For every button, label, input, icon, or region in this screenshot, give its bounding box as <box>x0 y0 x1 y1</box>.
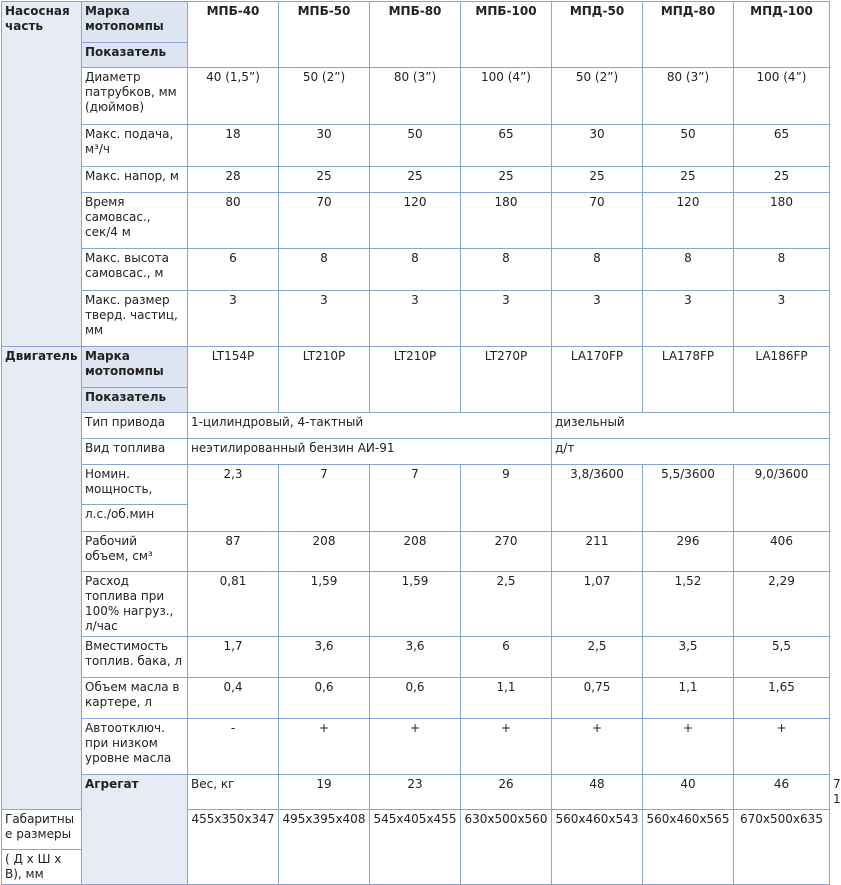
cell: 80 (3”) <box>643 68 734 125</box>
cell: 25 <box>370 167 461 193</box>
row-label: Объем масла в картере, л <box>82 678 188 719</box>
cell: + <box>279 719 370 775</box>
cell: + <box>552 719 643 775</box>
fuel-type-row <box>2 439 830 465</box>
cell: 560x460x565 <box>643 810 734 885</box>
engine-model: LT210P <box>370 347 461 413</box>
cell: 26 <box>461 775 552 810</box>
cell: 8 <box>552 249 643 291</box>
row-label: Диаметр патрубков, мм (дюймов) <box>82 68 188 125</box>
cell: 2,5 <box>552 637 643 678</box>
table-row <box>2 125 830 167</box>
cell: 630x500x560 <box>461 810 552 885</box>
cell: 6 <box>188 249 279 291</box>
cell: 3 <box>188 291 279 347</box>
cell: 40 (1,5”) <box>188 68 279 125</box>
table-row <box>2 291 830 347</box>
cell: 120 <box>370 193 461 249</box>
cell: 65 <box>461 125 552 167</box>
cell: 50 (2”) <box>279 68 370 125</box>
row-label: Макс. высота самовсас., м <box>82 249 188 291</box>
row-label: ( Д х Ш х В), мм <box>2 850 82 885</box>
cell: 25 <box>552 167 643 193</box>
col-header: МПБ-80 <box>370 2 461 68</box>
cell: 8 <box>370 249 461 291</box>
cell: 7 <box>279 465 370 532</box>
cell: 180 <box>461 193 552 249</box>
engine-model: LA186FP <box>734 347 830 413</box>
cell: 1,59 <box>370 572 461 637</box>
cell: 120 <box>643 193 734 249</box>
spec-table-body <box>2 2 841 885</box>
cell: 100 (4”) <box>734 68 830 125</box>
cell: 46 <box>734 775 830 810</box>
table-row <box>2 193 830 249</box>
cell: 30 <box>279 125 370 167</box>
cell: 495x395x408 <box>279 810 370 885</box>
cell: 208 <box>370 532 461 572</box>
cell: 1,1 <box>643 678 734 719</box>
table-row <box>2 637 830 678</box>
cell: 8 <box>643 249 734 291</box>
cell: 70 <box>279 193 370 249</box>
cell: 3,6 <box>279 637 370 678</box>
cell: 1,65 <box>734 678 830 719</box>
cell: 30 <box>552 125 643 167</box>
brand-label: Марка мотопомпы <box>82 347 188 388</box>
engine-header-row <box>2 347 830 388</box>
cell: 0,6 <box>370 678 461 719</box>
row-label: Вид топлива <box>82 439 188 465</box>
row-label: Расход топлива при 100% нагруз., л/час <box>82 572 188 637</box>
cell: 23 <box>370 775 461 810</box>
cell: + <box>734 719 830 775</box>
col-header: МПД-80 <box>643 2 734 68</box>
fuel-petrol: неэтилированный бензин АИ-91 <box>188 439 552 465</box>
cell: 8 <box>279 249 370 291</box>
cell: 8 <box>734 249 830 291</box>
power-row <box>2 465 830 505</box>
drive-petrol: 1-цилиндровый, 4-тактный <box>188 413 552 439</box>
cell: 0,75 <box>552 678 643 719</box>
row-label: Тип привода <box>82 413 188 439</box>
row-label: Вместимость топлив. бака, л <box>82 637 188 678</box>
cell: 87 <box>188 532 279 572</box>
engine-model: LT210P <box>279 347 370 413</box>
section-pump: Насосная часть <box>2 2 82 347</box>
cell: 406 <box>734 532 830 572</box>
cell: 3 <box>643 291 734 347</box>
cell: 3 <box>461 291 552 347</box>
cell: 455x350x347 <box>188 810 279 885</box>
engine-model: LT154P <box>188 347 279 413</box>
cell: 211 <box>552 532 643 572</box>
spec-table <box>1 1 841 885</box>
row-label: Автоотключ. при низком уровне масла <box>82 719 188 775</box>
indicator-label: Показатель <box>82 43 188 68</box>
cell: 1,7 <box>188 637 279 678</box>
cell: 25 <box>734 167 830 193</box>
col-header: МПД-50 <box>552 2 643 68</box>
cell: 3 <box>552 291 643 347</box>
cell: 1,1 <box>461 678 552 719</box>
brand-label: Марка мотопомпы <box>82 2 188 43</box>
cell: 5,5/3600 <box>643 465 734 532</box>
cell: 25 <box>643 167 734 193</box>
row-label: Габаритные размеры <box>2 810 82 850</box>
cell: + <box>643 719 734 775</box>
row-label: Вес, кг <box>188 775 279 810</box>
cell: 670x500x635 <box>734 810 830 885</box>
table-row <box>2 167 830 193</box>
pump-header-row <box>2 2 830 43</box>
table-row <box>2 572 830 637</box>
table-row <box>2 719 830 775</box>
cell: 50 <box>643 125 734 167</box>
cell: + <box>461 719 552 775</box>
cell: 18 <box>188 125 279 167</box>
cell: 3,6 <box>370 637 461 678</box>
cell: 25 <box>461 167 552 193</box>
table-row <box>2 532 830 572</box>
section-engine: Двигатель <box>2 347 82 810</box>
cell: 50 <box>370 125 461 167</box>
cell: 545x405x455 <box>370 810 461 885</box>
row-label: Макс. размер тверд. частиц, мм <box>82 291 188 347</box>
cell: 48 <box>552 775 643 810</box>
cell: 80 <box>188 193 279 249</box>
cell: 1,59 <box>279 572 370 637</box>
row-label: Номин. мощность, <box>82 465 188 505</box>
cell: 7 <box>370 465 461 532</box>
cell: - <box>188 719 279 775</box>
cell: 2,29 <box>734 572 830 637</box>
cell: 3 <box>279 291 370 347</box>
section-unit: Агрегат <box>82 775 188 885</box>
col-header: МПБ-50 <box>279 2 370 68</box>
row-label: Время самовсас., сек/4 м <box>82 193 188 249</box>
cell: 1,52 <box>643 572 734 637</box>
cell: 6 <box>461 637 552 678</box>
cell: 560x460x543 <box>552 810 643 885</box>
cell: 40 <box>643 775 734 810</box>
cell: 28 <box>188 167 279 193</box>
cell: 3 <box>370 291 461 347</box>
cell: + <box>370 719 461 775</box>
col-header: МПД-100 <box>734 2 830 68</box>
table-row <box>2 678 830 719</box>
row-label: л.с./об.мин <box>82 505 188 532</box>
table-row <box>2 68 830 125</box>
col-header: МПБ-100 <box>461 2 552 68</box>
cell: 3,5 <box>643 637 734 678</box>
row-label: Макс. напор, м <box>82 167 188 193</box>
cell: 208 <box>279 532 370 572</box>
cell: 0,4 <box>188 678 279 719</box>
fuel-diesel: д/т <box>552 439 830 465</box>
cell: 0,6 <box>279 678 370 719</box>
cell: 3 <box>734 291 830 347</box>
cell: 50 (2”) <box>552 68 643 125</box>
cell: 19 <box>279 775 370 810</box>
engine-model: LT270P <box>461 347 552 413</box>
cell: 100 (4”) <box>461 68 552 125</box>
row-label: Рабочий объем, см³ <box>82 532 188 572</box>
row-label: Макс. подача, м³/ч <box>82 125 188 167</box>
cell: 270 <box>461 532 552 572</box>
drive-diesel: дизельный <box>552 413 830 439</box>
drive-type-row <box>2 413 830 439</box>
cell: 65 <box>734 125 830 167</box>
engine-model: LA178FP <box>643 347 734 413</box>
cell: 296 <box>643 532 734 572</box>
cell: 70 <box>552 193 643 249</box>
cell: 2,5 <box>461 572 552 637</box>
cell: 5,5 <box>734 637 830 678</box>
cell: 80 (3”) <box>370 68 461 125</box>
cell: 8 <box>461 249 552 291</box>
cell: 0,81 <box>188 572 279 637</box>
cell: 25 <box>279 167 370 193</box>
cell: 180 <box>734 193 830 249</box>
cell: 9,0/3600 <box>734 465 830 532</box>
table-row <box>2 249 830 291</box>
cell: 9 <box>461 465 552 532</box>
engine-model: LA170FP <box>552 347 643 413</box>
cell: 2,3 <box>188 465 279 532</box>
col-header: МПБ-40 <box>188 2 279 68</box>
cell: 3,8/3600 <box>552 465 643 532</box>
indicator-label: Показатель <box>82 388 188 413</box>
cell: 1,07 <box>552 572 643 637</box>
weight-row: Агрегат Вес, кг 19 23 26 48 40 46 71 <box>2 775 830 810</box>
